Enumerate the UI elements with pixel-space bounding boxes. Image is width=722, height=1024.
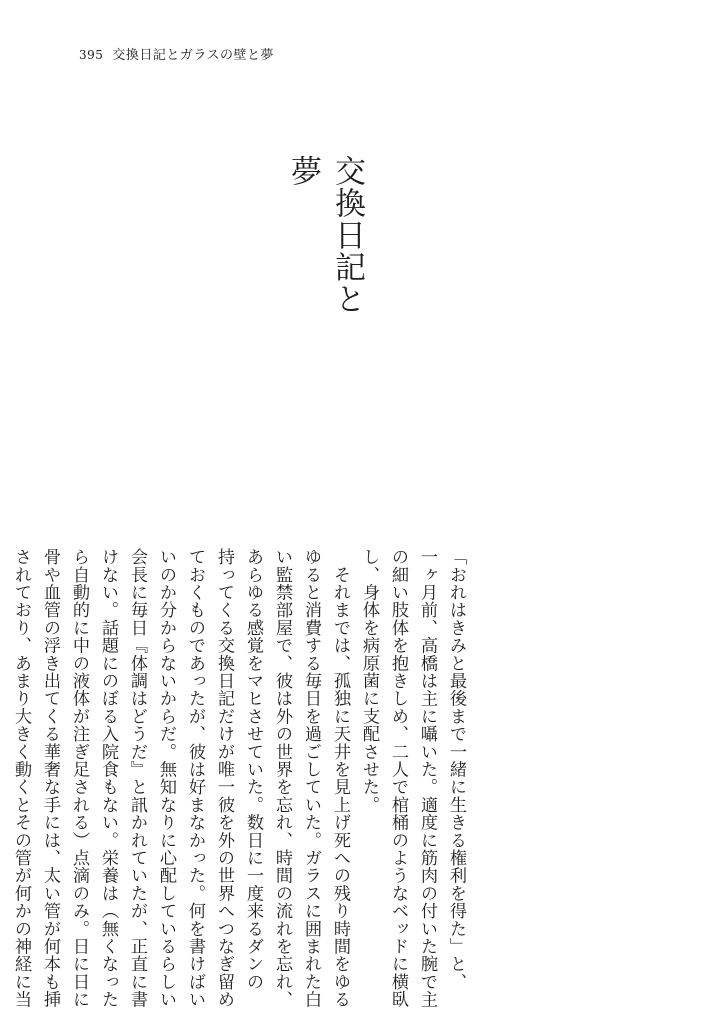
body-line: 会長に毎日『体調はどうだ』と訊かれていたが、正直に書: [127, 548, 147, 1009]
body-line: の細い肢体を抱きしめ、二人で棺桶のようなベッドに横臥: [388, 548, 408, 1009]
running-title: 交換日記とガラスの壁と夢: [112, 48, 275, 63]
body-line: 「おれはきみと最後まで一緒に生きる権利を得た」と、: [446, 548, 466, 991]
running-header: [79, 47, 274, 64]
body-line: されており、あまり大きく動くとその管が何かの神経に当: [11, 548, 31, 1009]
body-line: ゆると消費する毎日を過ごしていた。ガラスに囲まれた白: [301, 548, 321, 1009]
chapter-title: 交換日記と夢: [285, 155, 365, 315]
body-text: [11, 548, 470, 1009]
body-line: 一ヶ月前、高橋は主に囁いた。適度に筋肉の付いた腕で主: [417, 548, 437, 1009]
body-line: ておくものであったが、彼は好まなかった。何を書けばい: [185, 548, 205, 1009]
body-line: 持ってくる交換日記だけが唯一彼を外の世界へつなぎ留め: [214, 548, 234, 1009]
body-line: それまでは、孤独に天井を見上げ死への残り時間をゆる: [330, 548, 350, 1009]
body-line: けない。話題にのぼる入院食もない。栄養は（無くなった: [98, 548, 118, 1009]
body-line: い監禁部屋で、彼は外の世界を忘れ、時間の流れを忘れ、: [272, 548, 292, 1009]
body-line: あらゆる感覚をマヒさせていた。数日に一度来るダンの: [243, 548, 263, 991]
page-number: 395: [79, 48, 104, 62]
body-line: し、身体を病原菌に支配させた。: [359, 548, 379, 814]
body-line: 骨や血管の浮き出てくる華奢な手には、太い管が何本も挿: [40, 548, 60, 1009]
body-line: ら自動的に中の液体が注ぎ足される）点滴のみ。日に日に: [69, 548, 89, 1009]
body-line: いのか分からないからだ。無知なりに心配しているらしい: [156, 548, 176, 1009]
